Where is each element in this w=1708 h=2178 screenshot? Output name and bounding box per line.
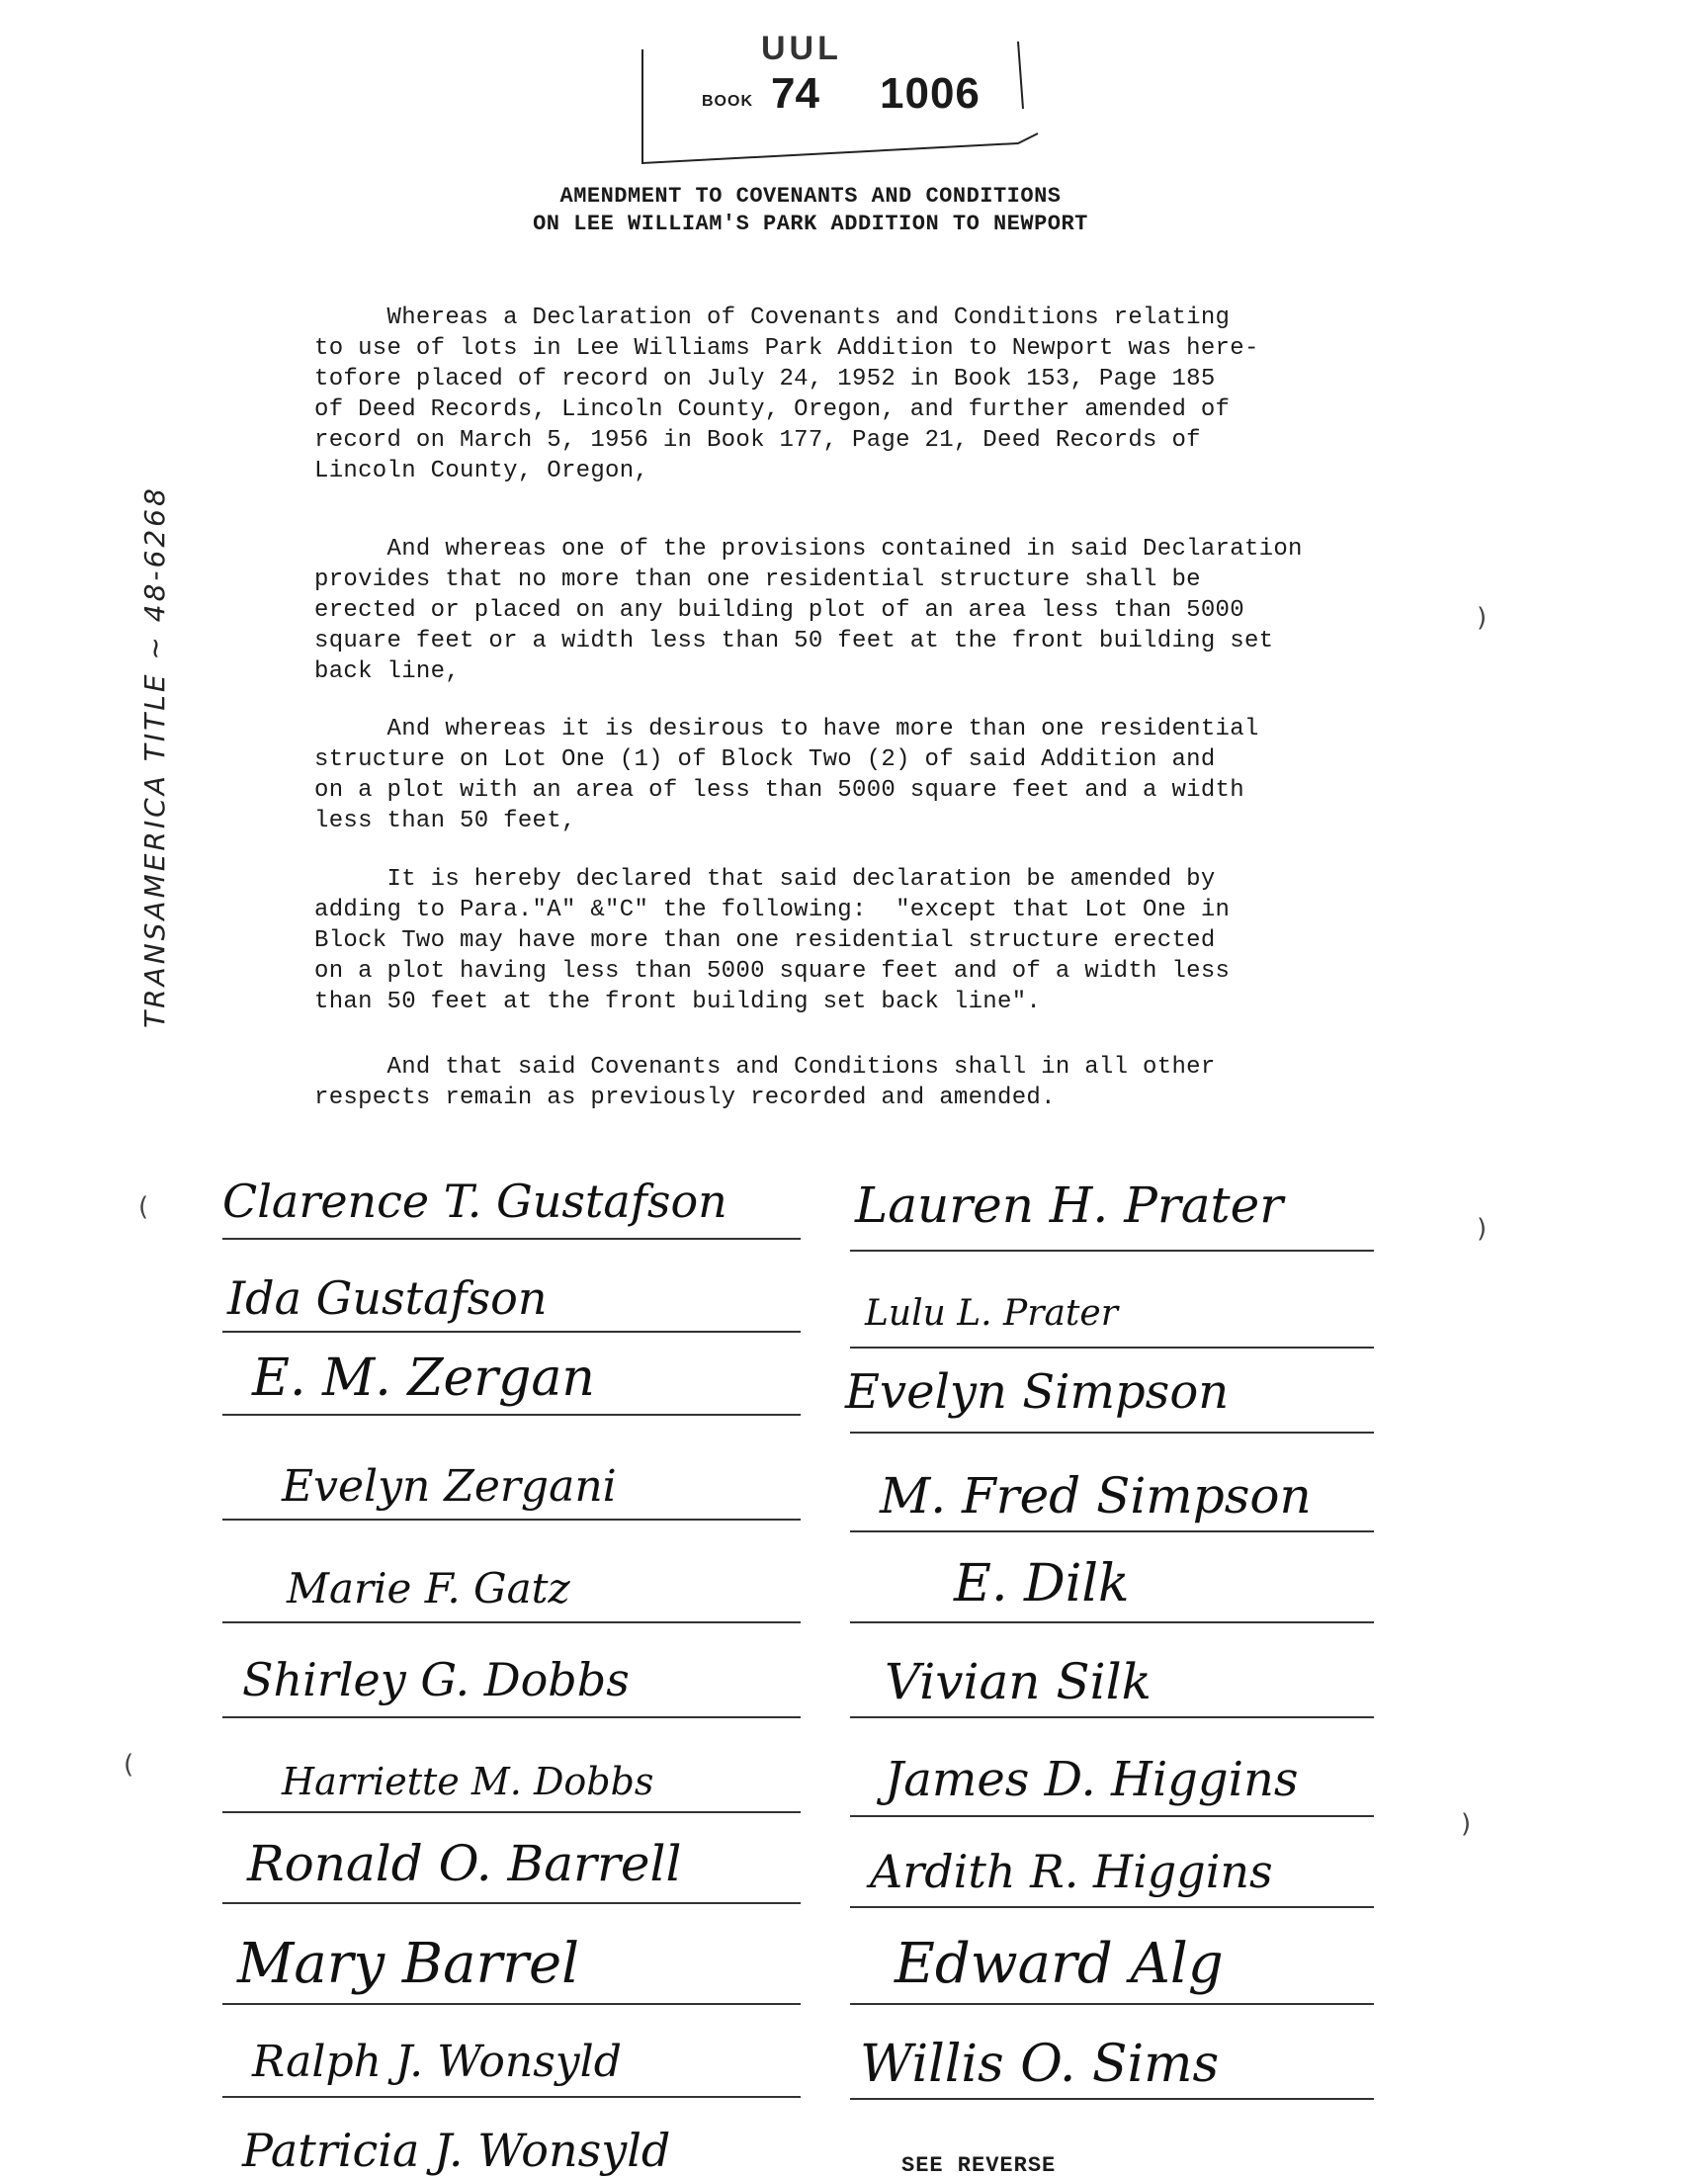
signature-line: [850, 1621, 1374, 1623]
signature-line: [222, 2003, 801, 2005]
signature-line: [850, 2098, 1374, 2100]
signature-line: [850, 2003, 1374, 2005]
scan-mark-icon: ): [1477, 603, 1488, 633]
signature-line: [222, 1238, 801, 1240]
signature-line: [850, 1906, 1374, 1908]
signature-line: [222, 1331, 801, 1333]
see-reverse-note: SEE REVERSE: [901, 2153, 1057, 2178]
signature-right-2: Lulu L. Prater: [865, 1293, 1118, 1334]
signature-line: [850, 1716, 1374, 1718]
document-title-line1: AMENDMENT TO COVENANTS AND CONDITIONS: [559, 184, 1062, 209]
paragraph-remain: And that said Covenants and Conditions shall in all other respects remain as previously recorded and amended.: [314, 1054, 1216, 1111]
signature-line: [850, 1347, 1374, 1349]
paragraph-amendment: It is hereby declared that said declaration be amended by adding to Para."A" &"C" the following: "except that Lot One in Block Two may have more than one residential structure erected on a plot having less than 5000 square feet and of a width less than 50 feet at the front building set back line".: [314, 866, 1231, 1015]
signature-line: [222, 1621, 801, 1623]
stamp-page-number: 1006: [880, 69, 981, 118]
signature-line: [222, 1902, 801, 1904]
scan-mark-icon: ): [1461, 1809, 1472, 1839]
margin-handwritten-note: TRANSAMERICA TITLE ~ 48-6268: [138, 485, 171, 1028]
scan-mark-icon: (: [124, 1750, 134, 1780]
signature-right-6: Vivian Silk: [885, 1653, 1152, 1710]
scan-mark-icon: (: [138, 1192, 149, 1222]
signature-line: [850, 1250, 1374, 1252]
signature-left-2: Ida Gustafson: [227, 1271, 548, 1325]
signature-left-6: Shirley G. Dobbs: [242, 1653, 630, 1706]
signature-line: [222, 1811, 801, 1813]
signature-line: [222, 1414, 801, 1416]
signature-right-3: Evelyn Simpson: [845, 1364, 1230, 1420]
signature-line: [850, 1530, 1374, 1532]
signature-line: [850, 1815, 1374, 1817]
signature-left-5: Marie F. Gatz: [287, 1564, 570, 1612]
stamp-top-text: UUL: [761, 30, 842, 67]
signature-left-11: Patricia J. Wonsyld: [242, 2124, 671, 2177]
signature-line: [222, 1519, 801, 1521]
recording-stamp: [623, 30, 1058, 178]
signature-right-5: E. Dilk: [954, 1554, 1130, 1613]
signature-line: [222, 2096, 801, 2098]
signature-right-1: Lauren H. Prater: [855, 1176, 1284, 1234]
stamp-book-number: 74: [771, 69, 819, 118]
paragraph-declaration: Whereas a Declaration of Covenants and Conditions relating to use of lots in Lee Williams Park Addition to Newport was here- tofore placed of record on July 24, 1952 in Book 153, Page 185 of Deed Records, Lincoln County, Oregon, and further amended of record on March 5, 1956 in Book 177, Page 21, Deed Records of Lincoln County, Oregon,: [314, 305, 1259, 484]
signature-left-1: Clarence T. Gustafson: [222, 1175, 727, 1228]
document-title-line2: ON LEE WILLIAM'S PARK ADDITION TO NEWPORT: [533, 212, 1088, 236]
signature-right-4: M. Fred Simpson: [880, 1467, 1312, 1525]
signature-left-4: Evelyn Zergani: [282, 1461, 617, 1512]
signature-left-9: Mary Barrel: [237, 1932, 580, 1996]
signature-right-8: Ardith R. Higgins: [870, 1845, 1273, 1898]
paragraph-provisions: And whereas one of the provisions contained in said Declaration provides that no more than one residential structure shall be erected or placed on any building plot of an area less than 5000 square feet or a width less than 50 feet at the front building set back line,: [314, 536, 1303, 685]
signature-line: [222, 1716, 801, 1718]
signature-left-10: Ralph J. Wonsyld: [252, 2037, 622, 2087]
scan-mark-icon: ): [1477, 1214, 1488, 1244]
signature-right-9: Edward Alg: [895, 1932, 1224, 1996]
signature-right-7: James D. Higgins: [885, 1752, 1299, 1807]
signature-right-10: Willis O. Sims: [860, 2035, 1220, 2094]
stamp-book-label: BOOK: [702, 93, 753, 110]
signature-left-8: Ronald O. Barrell: [247, 1835, 682, 1892]
signature-left-7: Harriette M. Dobbs: [282, 1760, 654, 1803]
signature-line: [850, 1432, 1374, 1434]
signature-left-3: E. M. Zergan: [252, 1349, 595, 1408]
paragraph-desirous: And whereas it is desirous to have more than one residential structure on Lot One (1) of Block Two (2) of said Addition and on a plot with an area of less than 5000 square feet and a width less than 50 feet,: [314, 716, 1259, 834]
